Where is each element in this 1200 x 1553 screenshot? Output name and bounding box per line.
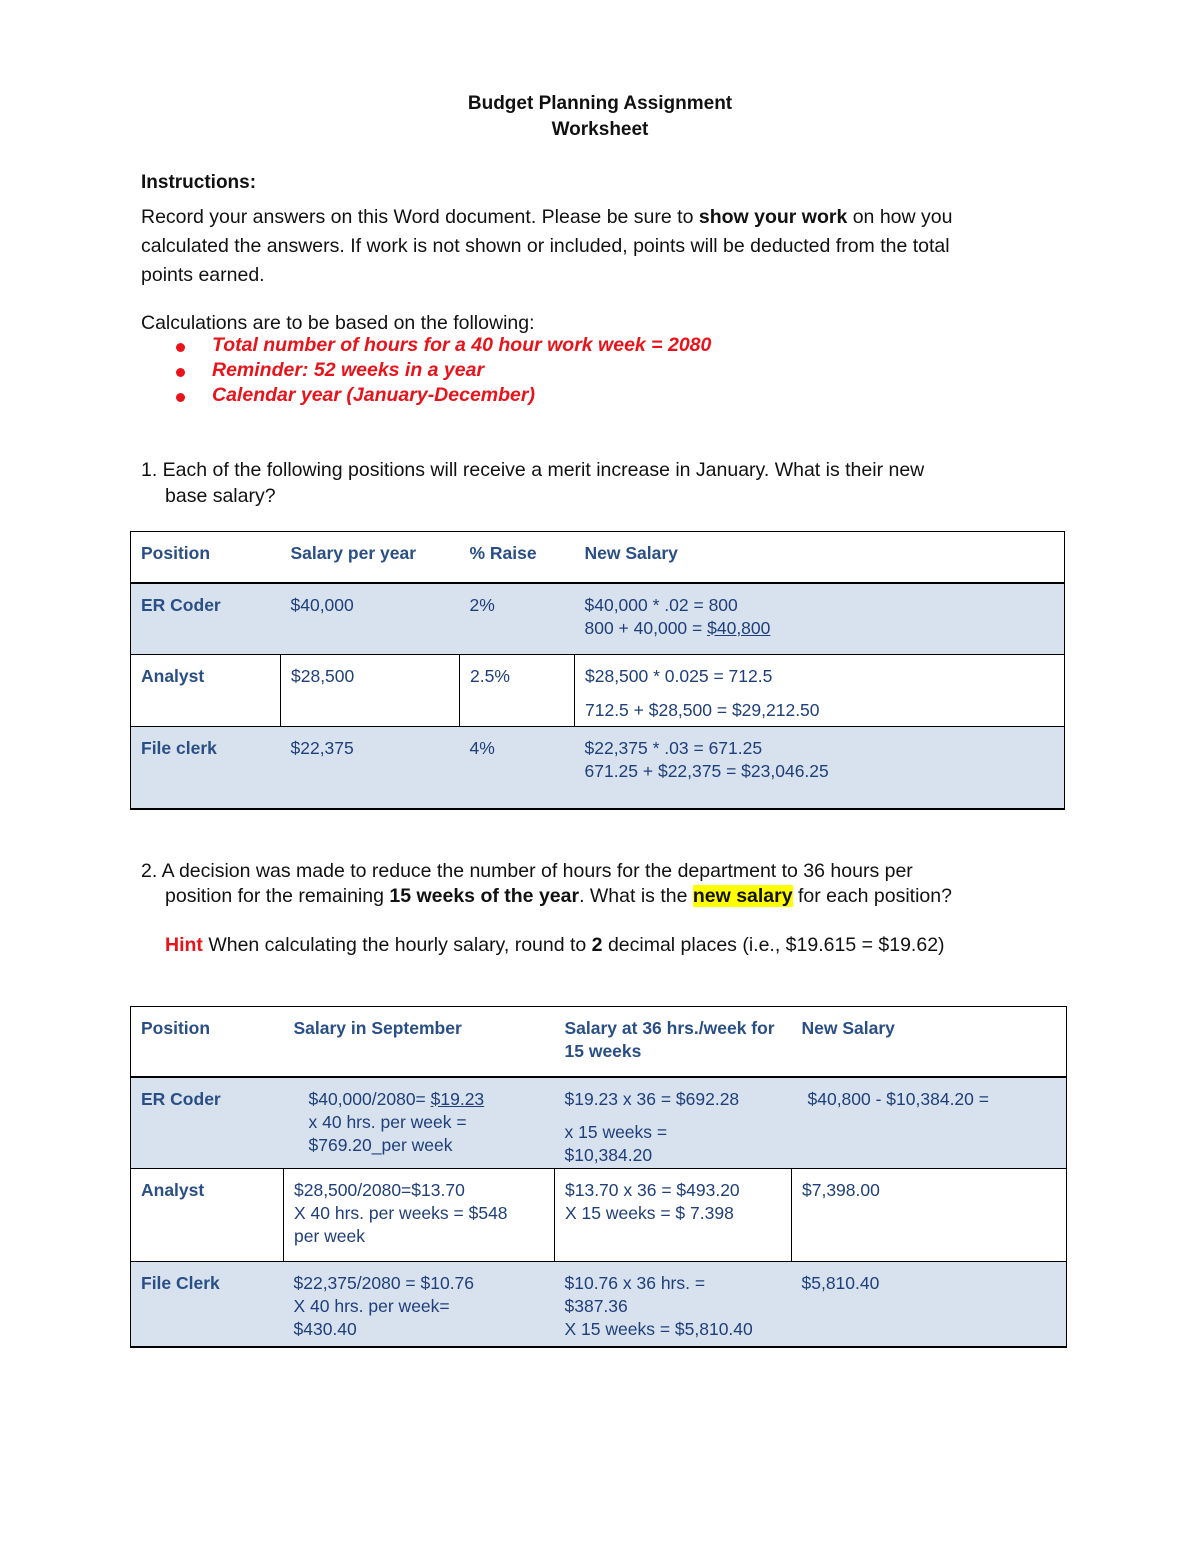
q2-text: position for the remaining	[165, 885, 390, 907]
row-position: Analyst	[131, 655, 281, 727]
bullet-calendar: Calendar year (January-December)	[212, 384, 535, 406]
table-row	[131, 1262, 1067, 1347]
q2-header-new-salary: New Salary	[792, 1007, 1067, 1077]
q2-header-row	[131, 1007, 1067, 1077]
table-row	[131, 1169, 1067, 1262]
calc-line: X 15 weeks = $5,810.40	[564, 1319, 753, 1339]
bullet-icon	[176, 343, 185, 352]
bullet-icon	[176, 368, 185, 377]
q2-text: . What is the	[579, 885, 693, 907]
q2-header-36hrs: Salary at 36 hrs./week for 15 weeks	[555, 1007, 792, 1077]
q2-text-line-2	[165, 882, 952, 911]
row-september	[284, 1169, 555, 1262]
calc-line: X 40 hrs. per weeks = $548	[294, 1203, 508, 1223]
row-position: ER Coder	[131, 1077, 284, 1169]
row-36hrs	[555, 1262, 792, 1347]
calc-line: 712.5 + $28,500 = $29,212.50	[585, 700, 820, 720]
row-new-salary: $40,800 - $10,384.20 =	[792, 1077, 1067, 1169]
q2-header-september: Salary in September	[284, 1007, 555, 1077]
q2-table	[130, 1006, 1067, 1348]
instructions-line-2: calculated the answers. If work is not shown or included, points will be deducted from the total	[141, 235, 950, 257]
q1-table	[130, 531, 1065, 810]
row-position: File clerk	[131, 727, 281, 809]
table-row	[131, 655, 1065, 727]
row-new-salary	[575, 583, 1065, 655]
q1-header-new-salary: New Salary	[575, 532, 1065, 583]
q1-header-salary: Salary per year	[281, 532, 460, 583]
q1-header-position: Position	[131, 532, 281, 583]
calc-line: $430.40	[293, 1319, 357, 1339]
hint-text: When calculating the hourly salary, round to	[202, 934, 592, 956]
calc-line: $22,375 * .03 = 671.25	[584, 738, 763, 758]
hint-label: Hint	[165, 934, 203, 956]
q2-emphasis: 15 weeks of the year	[389, 885, 580, 907]
instructions-paragraph	[141, 203, 1071, 290]
q2-header-position: Position	[131, 1007, 284, 1077]
row-september	[284, 1077, 555, 1169]
q1-header-raise: % Raise	[460, 532, 575, 583]
calc-line: $28,500 * 0.025 = 712.5	[585, 666, 773, 686]
calc-result: $40,800	[707, 617, 771, 638]
bullet-hours: Total number of hours for a 40 hour work week = 2080	[212, 334, 712, 356]
calc-line: $22,375/2080 = $10.76	[293, 1273, 475, 1293]
calc-line: $40,000 * .02 = 800	[584, 594, 738, 615]
row-salary: $40,000	[281, 583, 460, 655]
calc-line: x 40 hrs. per week =	[308, 1111, 467, 1132]
row-position: File Clerk	[131, 1262, 284, 1347]
hint-text: decimal places (i.e., $19.615 = $19.62)	[602, 934, 945, 956]
document-title: Budget Planning Assignment	[467, 93, 733, 114]
calc-line: $10,384.20	[564, 1144, 653, 1165]
calc-line: $10.76 x 36 hrs. =	[564, 1273, 706, 1293]
row-raise: 4%	[460, 727, 575, 809]
q1-header-row	[131, 532, 1065, 583]
calc-line: X 15 weeks = $ 7.398	[565, 1203, 734, 1223]
calc-intro: Calculations are to be based on the following:	[141, 312, 535, 334]
bullet-icon	[176, 393, 185, 402]
q2-text: for each position?	[792, 885, 952, 907]
row-new-salary: $7,398.00	[792, 1169, 1067, 1262]
q2-highlight: new salary	[692, 885, 793, 907]
row-position: Analyst	[131, 1169, 284, 1262]
calc-line: $13.70 x 36 = $493.20	[565, 1180, 740, 1200]
instructions-text-b: on how you	[847, 206, 953, 228]
row-raise: 2.5%	[460, 655, 575, 727]
row-position: ER Coder	[131, 583, 281, 655]
row-raise: 2%	[460, 583, 575, 655]
calc-line: $40,000/2080=	[308, 1088, 431, 1109]
calc-line: $19.23 x 36 = $692.28	[564, 1088, 740, 1109]
calc-result: $19.23	[430, 1088, 485, 1109]
calc-line: 671.25 + $22,375 = $23,046.25	[584, 761, 829, 781]
calc-line: $28,500/2080=$13.70	[294, 1180, 465, 1200]
table-row	[131, 583, 1065, 655]
row-new-salary	[575, 655, 1065, 727]
row-september	[284, 1262, 555, 1347]
instructions-emphasis: show your work	[698, 206, 848, 228]
row-36hrs	[555, 1077, 792, 1169]
q1-text-line-1: 1. Each of the following positions will receive a merit increase in January. What is their new	[141, 459, 925, 481]
row-salary: $28,500	[281, 655, 460, 727]
bullet-weeks: Reminder: 52 weeks in a year	[212, 359, 485, 381]
q2-hint	[165, 931, 945, 960]
calc-line: x 15 weeks =	[564, 1121, 668, 1142]
calc-line: $769.20_per week	[308, 1134, 453, 1155]
hint-emphasis: 2	[591, 934, 603, 956]
row-new-salary	[575, 727, 1065, 809]
calc-line: 800 + 40,000 =	[584, 617, 708, 638]
calc-line: X 40 hrs. per week=	[293, 1296, 450, 1316]
row-new-salary: $5,810.40	[792, 1262, 1067, 1347]
row-salary: $22,375	[281, 727, 460, 809]
row-36hrs	[555, 1169, 792, 1262]
calc-line: per week	[294, 1226, 366, 1246]
instructions-label: Instructions:	[141, 172, 257, 193]
instructions-text-a: Record your answers on this Word document. Please be sure to	[141, 206, 699, 228]
q2-text-line-1: 2. A decision was made to reduce the number of hours for the department to 36 hours per	[141, 860, 913, 882]
instructions-line-3: points earned.	[141, 264, 265, 286]
table-row	[131, 727, 1065, 809]
document-subtitle: Worksheet	[551, 119, 649, 140]
calc-line: $387.36	[564, 1296, 628, 1316]
q1-text-line-2: base salary?	[165, 485, 276, 507]
table-row	[131, 1077, 1067, 1169]
